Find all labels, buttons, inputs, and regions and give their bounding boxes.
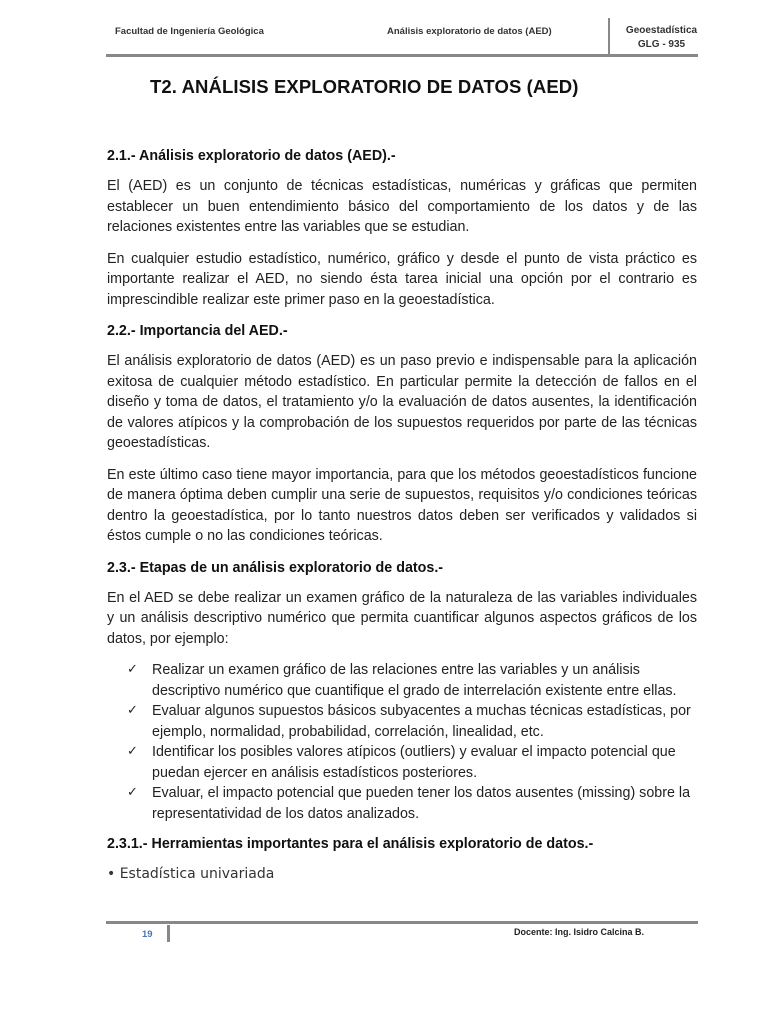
footer-separator xyxy=(167,925,170,942)
bullet-univariate: • Estadística univariada xyxy=(107,866,275,882)
header-faculty: Facultad de Ingeniería Geológica xyxy=(115,26,264,37)
list-item-text: Identificar los posibles valores atípicos (outliers) y evaluar el impacto potencial que puedan ejercer en análisis estadísticos posteriores. xyxy=(152,744,676,781)
section-2-3-paragraph-1: En el AED se debe realizar un examen gráfico de la naturaleza de las variables individuales y un análisis descriptivo numérico que permita cuantificar algunos aspectos gráficos de los datos, por ejemplo: xyxy=(107,589,697,647)
header-course-code: GLG - 935 xyxy=(637,39,686,50)
section-2-1-heading: 2.1.- Análisis exploratorio de datos (AED).- xyxy=(107,148,396,164)
footer-docente: Docente: Ing. Isidro Calcina B. xyxy=(514,927,645,937)
page-title: T2. ANÁLISIS EXPLORATORIO DE DATOS (AED) xyxy=(150,76,579,97)
checkmark-icon: ✓ xyxy=(127,785,138,800)
page-footer xyxy=(106,921,698,951)
header-rule xyxy=(106,54,698,57)
page-number: 19 xyxy=(142,929,153,940)
checkmark-icon: ✓ xyxy=(127,744,138,759)
list-item-text: Realizar un examen gráfico de las relaciones entre las variables y un análisis descriptivo numérico que cuantifique el grado de interrelación existente entre ellas. xyxy=(152,662,677,699)
checkmark-icon: ✓ xyxy=(127,662,138,677)
header-course-name: Geoestadística xyxy=(625,25,698,36)
section-2-1-paragraph-1: El (AED) es un conjunto de técnicas estadísticas, numéricas y gráficas que permiten establecer un buen entendimiento básico del comportamiento de los datos y de las relaciones existentes entre las variables que se estudian. xyxy=(107,178,697,235)
list-item-text: Evaluar, el impacto potencial que pueden tener los datos ausentes (missing) sobre la representatividad de los datos analizados. xyxy=(152,785,691,822)
list-item-text: Evaluar algunos supuestos básicos subyacentes a muchas técnicas estadísticas, por ejemplo, normalidad, probabilidad, correlación, linealidad, etc. xyxy=(152,703,691,740)
checkmark-icon: ✓ xyxy=(127,703,138,718)
section-2-3-heading: 2.3.- Etapas de un análisis exploratorio de datos.- xyxy=(107,559,444,576)
section-2-2-heading: 2.2.- Importancia del AED.- xyxy=(107,323,288,339)
list-item xyxy=(107,701,697,742)
checklist xyxy=(107,660,697,824)
list-item xyxy=(107,660,697,701)
page-header xyxy=(106,16,713,56)
section-2-3-1-heading: 2.3.1.- Herramientas importantes para el análisis exploratorio de datos.- xyxy=(107,836,594,852)
list-item xyxy=(107,783,697,824)
list-item xyxy=(107,742,697,783)
header-course xyxy=(610,24,713,52)
section-2-2-paragraph-1: El análisis exploratorio de datos (AED) es un paso previo e indispensable para la aplicación exitosa de cualquier método estadístico. En particular permite la detección de fallos en el diseño y toma de datos, el tratamiento y/o la evaluación de datos ausentes, la identificación de valores atípicos y la comprobación de los supuestos requeridos por parte de las técnicas geoestadísticas. xyxy=(107,353,697,451)
section-2-2-paragraph-2: En este último caso tiene mayor importancia, para que los métodos geoestadísticos funcione de manera óptima deben cumplir una serie de supuestos, requisitos y/o condiciones teóricas dentro la geoestadística, por lo tanto nuestros datos deben ser verificados y validados si éstos cumple o no las condiciones teóricas. xyxy=(107,466,697,544)
header-topic: Análisis exploratorio de datos (AED) xyxy=(387,26,552,37)
footer-rule xyxy=(106,921,698,924)
document-body xyxy=(107,146,697,885)
section-2-1-paragraph-2: En cualquier estudio estadístico, numérico, gráfico y desde el punto de vista práctico es importante realizar el AED, no siendo ésta tarea inicial una opción por el contrario es imprescindible realizar este primer paso en la geoestadística. xyxy=(107,250,697,308)
